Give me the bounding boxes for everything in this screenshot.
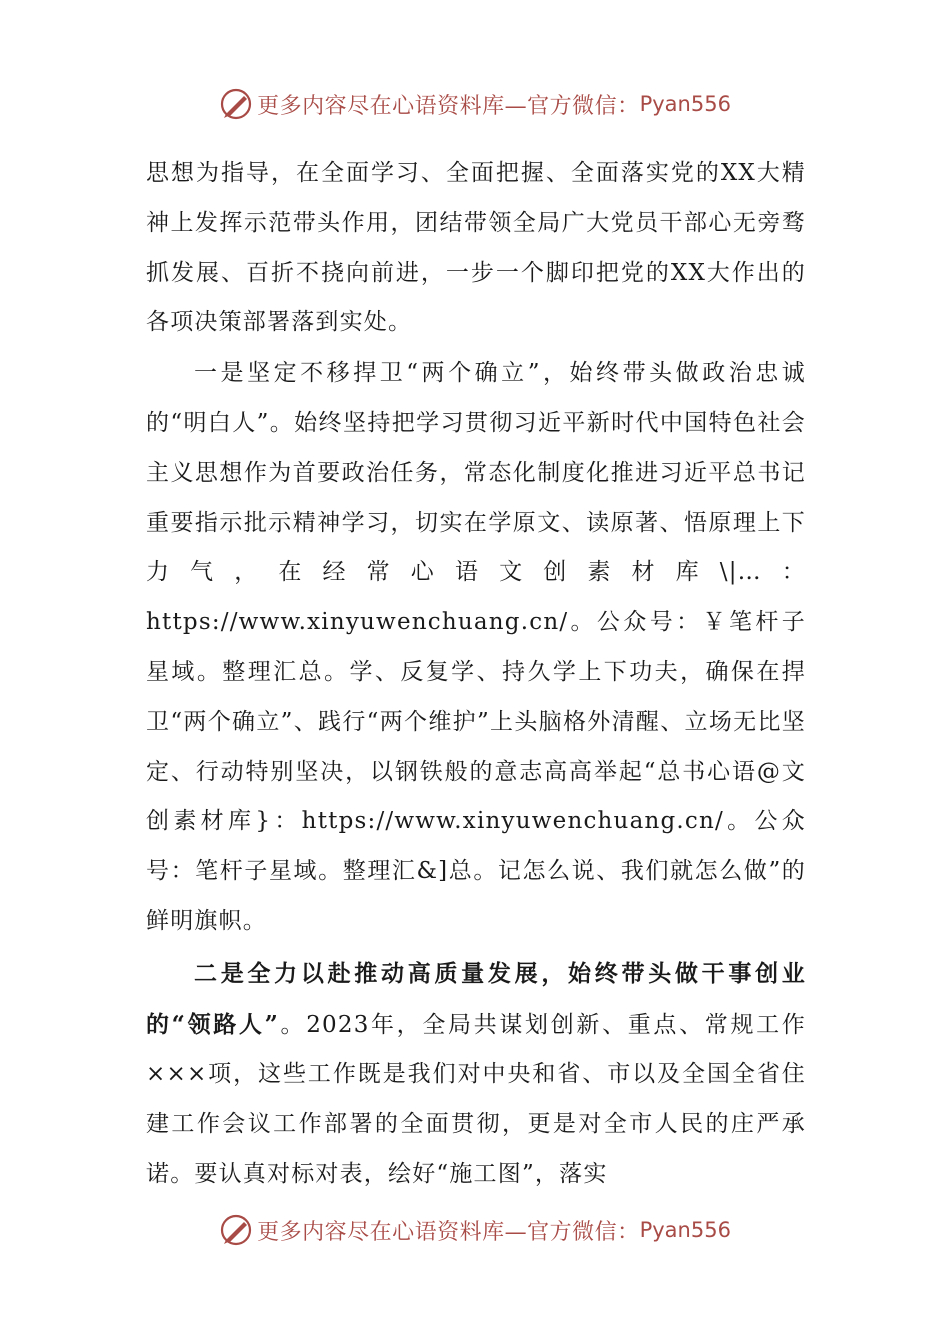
paragraph-2-text: 一是坚定不移捍卫“两个确立”，始终带头做政治忠诚的“明白人”。始终坚持把学习贯彻习近平新时代中国特色社会主义思想作为首要政治任务，常态化制度化推进习近平总书记重要指示批示精神学习，切实在学原文、读原著、悟原理上下力气，在经常心语文创素材库\|…：https://www.xinyuwenchuang.cn/。公众号：￥笔杆子星域。整理汇总。学、反复学、持久学上下功夫，确保在捍卫“两个确立”、践行“两个维护”上头脑格外清醒、立场无比坚定、行动特别坚决，以钢铁般的意志高高举起“总书心语@文创素材库}：https://www.xinyuwenchuang.cn/。公众号：笔杆子星域。整理汇&]总。记怎么说、我们就怎么做”的鲜明旗帜。 <box>146 360 806 934</box>
banner-wechat-id: Pyan556 <box>639 1218 731 1242</box>
paragraph-3-text: 。2023年，全局共谋划创新、重点、常规工作×××项，这些工作既是我们对中央和省、市以及全国全省住建工作会议工作部署的全面贯彻，更是对全市人民的庄严承诺。要认真对标对表，绘好“施工图”，落实 <box>146 1011 806 1187</box>
pen-logo-icon <box>219 87 253 121</box>
pen-logo-icon <box>219 1213 253 1247</box>
banner-text: 更多内容尽在心语资料库—官方微信： <box>257 1219 640 1245</box>
footer-watermark-banner <box>0 1206 950 1254</box>
banner-text: 更多内容尽在心语资料库—官方微信： <box>257 93 640 119</box>
banner-wechat-id: Pyan556 <box>639 92 731 116</box>
paragraph-1 <box>146 148 806 348</box>
paragraph-2 <box>146 348 806 947</box>
document-body <box>146 148 806 1200</box>
header-watermark-banner <box>0 80 950 128</box>
paragraph-1-text: 思想为指导，在全面学习、全面把握、全面落实党的XX大精神上发挥示范带头作用，团结带领全局广大党员干部心无旁骛抓发展、百折不挠向前进，一步一个脚印把党的XX大作出的各项决策部署落到实处。 <box>146 160 806 336</box>
paragraph-3-lead: 二是全力以赴推动高质量发展，始终带头做干事创业的“领路人” <box>146 959 806 1038</box>
paragraph-3 <box>146 949 806 1200</box>
